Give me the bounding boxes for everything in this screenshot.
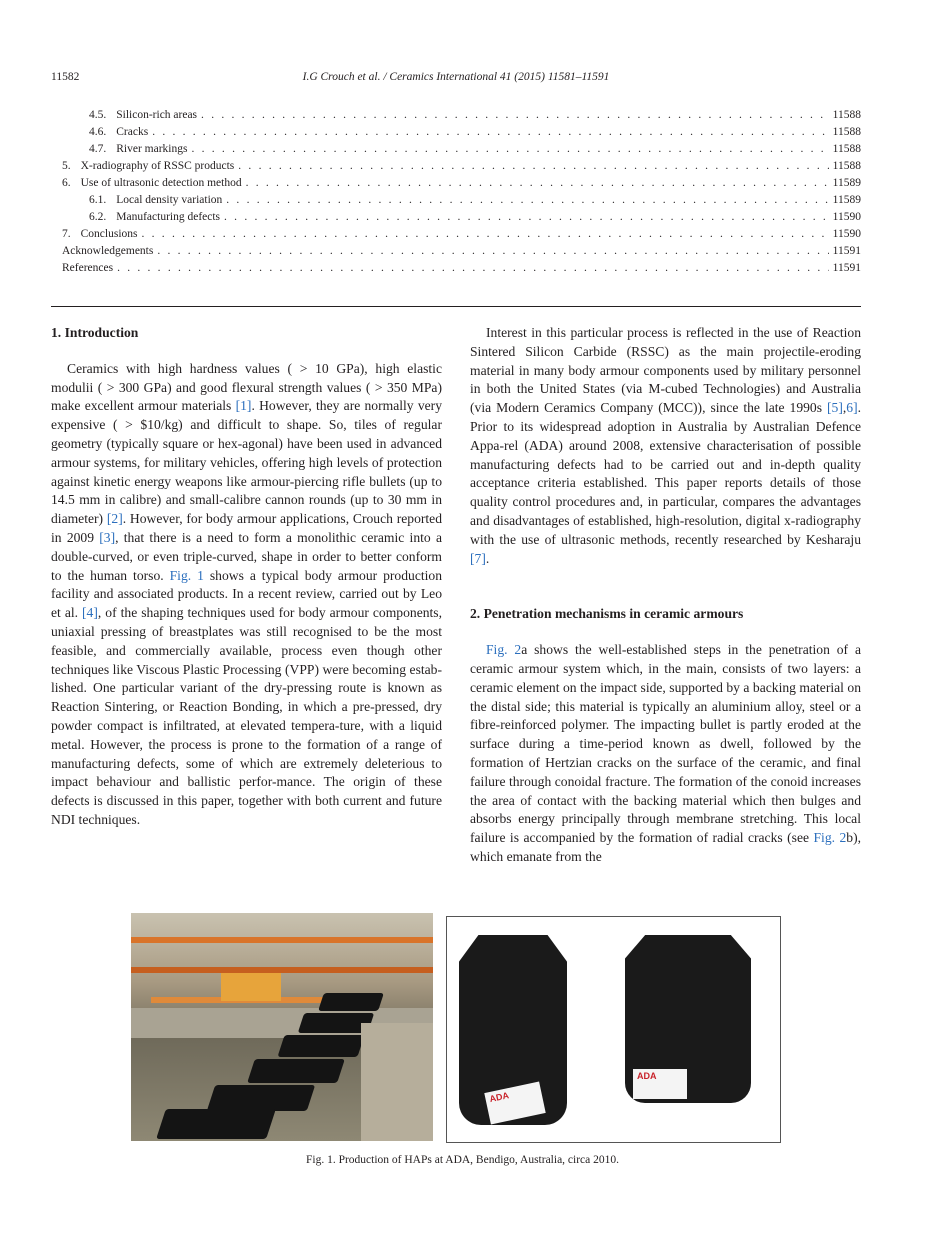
toc-leader-dots — [152, 124, 828, 141]
toc-entry-number: 7. — [62, 228, 71, 240]
armour-plates-photo — [446, 916, 781, 1143]
toc-entry-title: Local density variation — [116, 194, 223, 206]
right-column — [470, 324, 861, 867]
toc-entry[interactable] — [62, 260, 861, 277]
reference-link[interactable]: Fig. 2 — [486, 642, 522, 658]
toc-entry-title: Manufacturing defects — [116, 211, 221, 223]
toc-entry-number: 4.7. — [89, 143, 107, 155]
toc-entry-page: 11590 — [832, 211, 861, 223]
toc-entry-title: Silicon-rich areas — [116, 109, 198, 121]
product-label-right: ADA — [633, 1069, 687, 1099]
toc-entry-page: 11589 — [832, 177, 861, 189]
toc-entry-page: 11590 — [832, 228, 861, 240]
toc-leader-dots — [224, 209, 829, 226]
toc-leader-dots — [238, 158, 828, 175]
reference-link[interactable]: 6] — [846, 400, 858, 416]
intro-paragraph: Ceramics with high hardness values ( > 10 GPa), high elastic modulii ( > 300 GPa) and good flexural strength values ( > 350 MPa) make excellent armour materials [1]. However, they are normally very expensive ( > $10/kg) and difficult to shape. So, tiles of regular geometry (typically square or hex-agonal) have been used in advanced armour systems, for military vehicles, offering high levels of protection against kinetic energy weapons like armour-piercing rifle bullets (up to 14.5 mm in calibre) and small-calibre cannon rounds (up to 30 mm in diameter) [2]. However, for body armour applications, Crouch reported in 2009 [3], that there is a need to form a monolithic ceramic into a double-curved, or even triple-curved, shape in order to better conform to the human torso. Fig. 1 shows a typical body armour production facility and associated products. In a recent review, carried out by Leo et al. [4], of the shaping techniques used for body armour components, uniaxial pressing of breastplates was still recognised to be the most feasible, and commercially available, process even though other techniques like Viscous Plastic Processing (VPP) were becoming estab-lished. One particular variant of the dry-pressing route is known as Reaction Sintering, or Reaction Bonding, in which a pre-pressed, dry powder compact is infiltrated, at elevated tempera-ture, with a liquid metal. However, the process is prone to the formation of a range of manufacturing defects, some of which are extremely deleterious to impact behaviour and ballistic perfor-mance. The origin of these defects is discussed in this paper, together with both current and future NDI techniques. — [51, 360, 443, 827]
toc-entry[interactable] — [62, 192, 861, 209]
toc-entry-number: 4.6. — [89, 126, 107, 138]
toc-entry-title: X-radiography of RSSC products — [80, 160, 235, 172]
toc-entry[interactable] — [62, 158, 861, 175]
table-of-contents — [62, 107, 861, 277]
toc-leader-dots — [157, 243, 828, 260]
toc-leader-dots — [117, 260, 829, 277]
toc-leader-dots — [201, 107, 829, 124]
reference-link[interactable]: Fig. 1 — [169, 567, 204, 583]
journal-citation: I.G Crouch et al. / Ceramics International 41 (2015) 11581–11591 — [302, 71, 610, 83]
toc-entry[interactable] — [62, 175, 861, 192]
toc-leader-dots — [246, 175, 829, 192]
section-heading-penetration: 2. Penetration mechanisms in ceramic armours — [470, 606, 744, 622]
reference-link[interactable]: [5] — [827, 400, 843, 416]
toc-entry-number: 6.2. — [89, 211, 107, 223]
running-header — [51, 71, 861, 87]
reference-link[interactable]: [2] — [106, 511, 123, 527]
toc-entry-title: Use of ultrasonic detection method — [80, 177, 242, 189]
toc-entry-page: 11591 — [832, 245, 861, 257]
section-heading-introduction: 1. Introduction — [51, 325, 139, 340]
reference-link[interactable]: Fig. 2 — [813, 830, 847, 846]
reference-link[interactable]: [3] — [99, 529, 116, 545]
figure-1 — [131, 913, 781, 1143]
toc-entry-number: 6.1. — [89, 194, 107, 206]
product-label-left: ADA — [484, 1082, 545, 1125]
toc-entry[interactable] — [62, 243, 861, 260]
toc-entry-page: 11588 — [832, 160, 861, 172]
toc-entry-number: 4.5. — [89, 109, 107, 121]
toc-leader-dots — [226, 192, 828, 209]
section-divider — [51, 306, 861, 307]
toc-entry-page: 11588 — [832, 143, 861, 155]
toc-entry-number: 6. — [62, 177, 71, 189]
toc-entry-page: 11588 — [832, 109, 861, 121]
toc-entry-title: Cracks — [116, 126, 149, 138]
toc-entry-title: References — [62, 262, 114, 274]
toc-entry[interactable] — [62, 124, 861, 141]
toc-entry[interactable] — [62, 209, 861, 226]
toc-entry-page: 11589 — [832, 194, 861, 206]
reference-link[interactable]: [7] — [470, 550, 486, 566]
toc-entry-number: 5. — [62, 160, 71, 172]
toc-entry-title: River markings — [116, 143, 188, 155]
production-facility-photo — [131, 913, 433, 1141]
toc-entry-title: Acknowledgements — [62, 245, 154, 257]
toc-entry-page: 11588 — [832, 126, 861, 138]
reference-link[interactable]: [4] — [82, 605, 98, 621]
toc-leader-dots — [142, 226, 829, 243]
reference-link[interactable]: [1] — [235, 398, 252, 414]
toc-entry[interactable] — [62, 107, 861, 124]
toc-entry-page: 11591 — [832, 262, 861, 274]
page-number: 11582 — [51, 71, 80, 83]
toc-entry[interactable] — [62, 141, 861, 158]
figure-caption: Fig. 1. Production of HAPs at ADA, Bendigo, Australia, circa 2010. — [305, 1154, 620, 1166]
toc-entry[interactable] — [62, 226, 861, 243]
intro-paragraph-continued: Interest in this particular process is reflected in the use of Reaction Sintered Silicon Carbide (RSSC) as the main projectile-eroding material in many body armour components used by military personnel in both the United States (via M-cubed Technologies) and Australia (via Modern Ceramics Company (MCC)), since the late 1990s [5],6]. Prior to its widespread adoption in Australia by Australian Defence Appa-rel (ADA) around 2008, extensive characterisation of possible manufacturing defects had to be carried out and in-depth quality acceptance criteria established. This paper reports details of those quality control procedures and, in particular, compares the advantages and disadvantages of established, high-resolution, digital x-radiography with the use of ultrasonic methods, recently researched by Kesharaju [7]. — [470, 325, 861, 566]
toc-entry-title: Conclusions — [80, 228, 138, 240]
left-column — [51, 324, 442, 830]
penetration-paragraph: Fig. 2a shows the well-established steps in the penetration of a ceramic armour system which, in the main, consists of two layers: a ceramic element on the impact side, supported by a backing material on the distal side; this material is typically an aluminium alloy, steel or a fibre-reinforced polymer. The impacting bullet is partly eroded at the surface during a time-period known as dwell, followed by the formation of Hertzian cracks on the surface of the ceramic, and final failure through conoidal fracture. The formation of the conoid increases the area of contact with the backing material which then bulges and absorbs energy principally through membrane stretching. This local failure is accompanied by the formation of radial cracks (see Fig. 2b), which emanate from the — [470, 642, 862, 864]
toc-leader-dots — [191, 141, 828, 158]
